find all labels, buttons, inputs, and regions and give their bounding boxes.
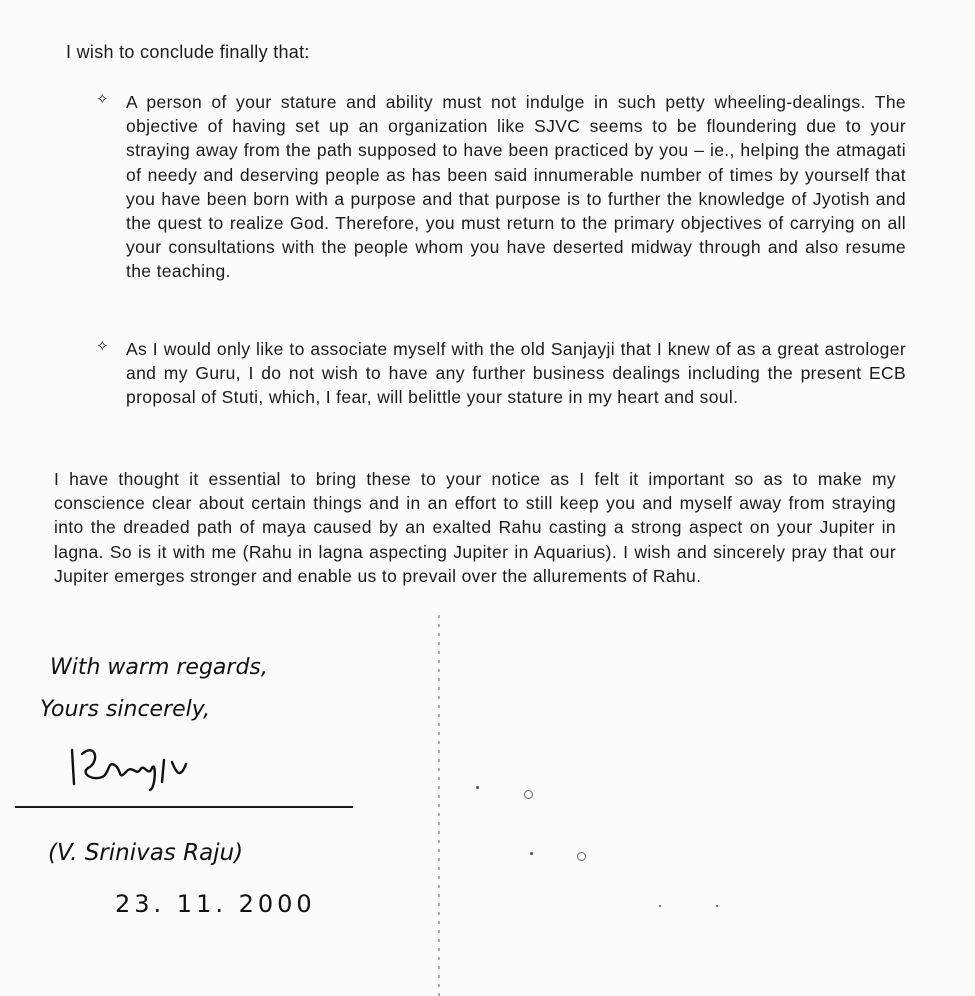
handwritten-signature — [60, 732, 220, 792]
signatory-name: (V. Srinivas Raju) — [48, 840, 244, 866]
bullet-diamond-icon: ✧ — [96, 338, 109, 355]
intro-line: I wish to conclude finally that: — [66, 42, 310, 62]
scan-speck — [524, 790, 533, 799]
closing-paragraph: I have thought it essential to bring these to your notice as I felt it important so as to make my conscience clear about certain things and in an effort to still keep you and myself away from straying into the dreaded path of maya caused by an exalted Rahu casting a strong aspect on your Jupiter in lagna. So is it with me (Rahu in lagna aspecting Jupiter in Aquarius). I wish and sincerely pray that our Jupiter emerges stronger and enable us to prevail over the allurements of Rahu. — [54, 469, 896, 586]
bullet-text-1: A person of your stature and ability must not indulge in such petty wheeling-dealings. The objective of having set up an organization like SJVC seems to be floundering due to your straying away from the path supposed to have been practiced by you – ie., helping the atmagati of needy and deserving people as has been said innumerable number of times by yourself that you have been born with a purpose and that purpose is to further the knowledge of Jyotish and the quest to realize God. Therefore, you must return to the primary objectives of carrying on all your consultations with the people whom you have deserted midway through and also resume the teaching. — [126, 92, 906, 282]
scan-speck — [530, 852, 533, 855]
scan-speck — [659, 905, 661, 907]
scan-speck — [476, 786, 479, 789]
signature-line — [15, 806, 353, 808]
scan-speck — [577, 852, 586, 861]
bullet-text-2: As I would only like to associate myself with the old Sanjayji that I knew of as a great astrologer and my Guru, I do not wish to have any further business dealings including the present ECB proposal of Stuti, which, I fear, will belittle your stature in my heart and soul. — [126, 339, 906, 408]
bullet-diamond-icon: ✧ — [96, 91, 109, 108]
letter-date: 23. 11. 2000 — [115, 890, 316, 918]
handwritten-closing: With warm regards, — [50, 655, 268, 680]
scan-speck — [716, 905, 718, 907]
fold-line — [438, 615, 440, 996]
handwritten-complimentary-close: Yours sincerely, — [40, 697, 211, 722]
